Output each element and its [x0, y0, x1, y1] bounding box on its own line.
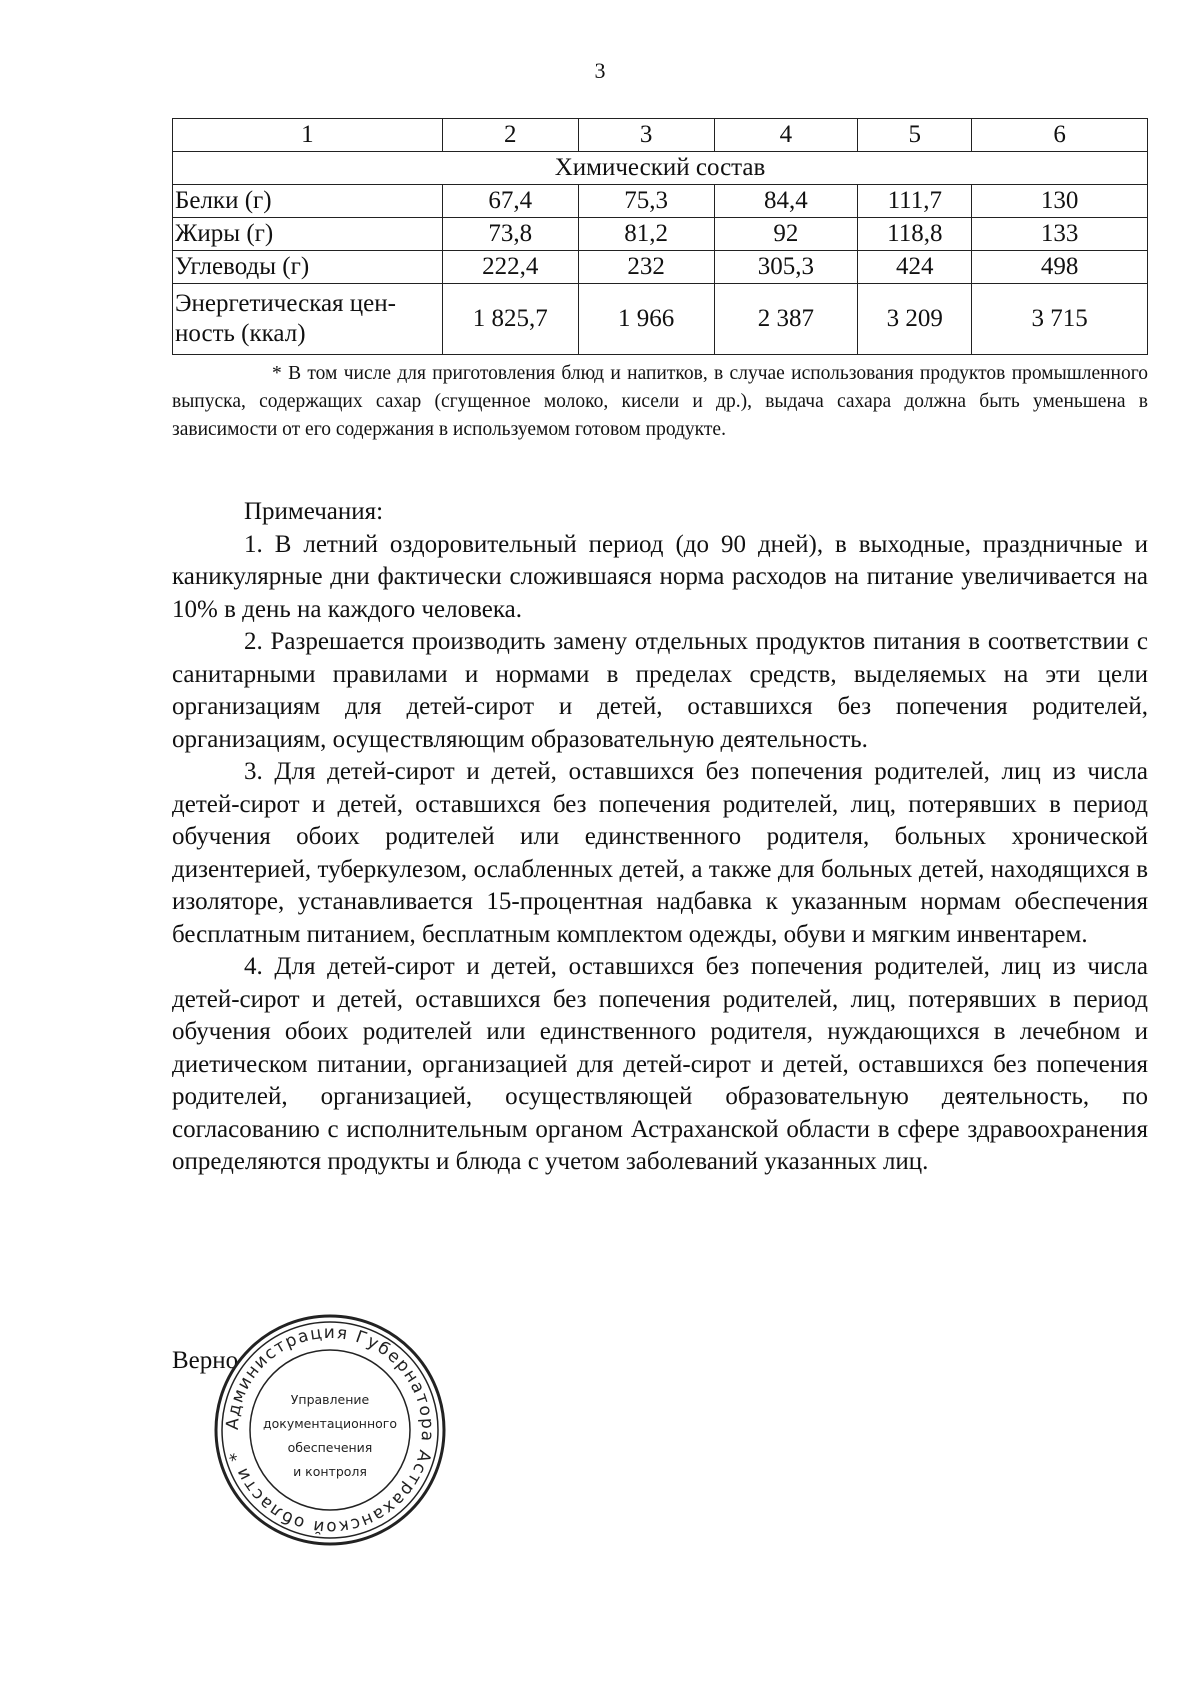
header-cell: 6	[972, 119, 1148, 152]
notes-title: Примечания:	[244, 498, 384, 525]
notes-section	[172, 496, 1148, 1179]
section-title: Химический состав	[173, 152, 1148, 185]
note-item: 2. Разрешается производить замену отдельных продуктов питания в соответствии с санитарными правилами и нормами в пределах средств, выделяемых на эти цели организациям для детей-сирот и детей, оставшихся без попечения родителей, организациям, осуществляющим образовательную деятельность.	[172, 628, 1148, 753]
footnote-text: * В том числе для приготовления блюд и напитков, в случае использования продуктов промышленного выпуска, содержащих сахар (сгущенное молоко, кисели и др.), выдача сахара должна быть уменьшена в зависимости от его содержания в используемом готовом продукте.	[172, 363, 1148, 440]
note-item: 3. Для детей-сирот и детей, оставшихся без попечения родителей, лиц из числа детей-сирот и детей, оставшихся без попечения родителей, лиц, потерявших в период обучения обоих родителей или единственного родителя, больных хронической дизентерией, туберкулезом, ослабленных детей, а также для больных детей, находящихся в изоляторе, устанавливается 15-процентная надбавка к указанным нормам обеспечения бесплатным питанием, бесплатным комплектом одежды, обуви и мягким инвентарем.	[172, 758, 1148, 948]
footnote	[172, 360, 1148, 444]
row-label: Белки (г)	[173, 185, 443, 218]
table-row	[173, 185, 1148, 218]
table-cell: 67,4	[442, 185, 578, 218]
stamp-center-line: обеспечения	[287, 1440, 373, 1455]
header-cell: 1	[173, 119, 443, 152]
stamp-center-line: Управление	[290, 1392, 370, 1407]
row-label: Жиры (г)	[173, 218, 443, 251]
table-cell: 133	[972, 218, 1148, 251]
table-cell: 232	[578, 251, 714, 284]
header-cell: 2	[442, 119, 578, 152]
table-cell: 1 825,7	[442, 284, 578, 355]
table-cell: 73,8	[442, 218, 578, 251]
table-cell: 305,3	[714, 251, 858, 284]
row-label-line: Энергетическая цен-	[175, 290, 396, 317]
header-cell: 5	[858, 119, 972, 152]
table-cell: 75,3	[578, 185, 714, 218]
table-cell: 111,7	[858, 185, 972, 218]
table-cell: 130	[972, 185, 1148, 218]
table-cell: 2 387	[714, 284, 858, 355]
nutrition-table	[172, 118, 1148, 355]
header-cell: 4	[714, 119, 858, 152]
table-cell: 424	[858, 251, 972, 284]
row-label	[173, 284, 443, 355]
note-item: 1. В летний оздоровительный период (до 90 дней), в выходные, праздничные и каникулярные дни фактически сложившаяся норма расходов на питание увеличивается на 10% в день на каждого человека.	[172, 530, 1148, 623]
stamp-center-line: и контроля	[293, 1464, 367, 1479]
table-cell: 498	[972, 251, 1148, 284]
table-cell: 3 209	[858, 284, 972, 355]
page-number: 3	[594, 58, 606, 83]
stamp-ring-text: Администрация Губернатора Астраханской области *	[222, 1322, 438, 1538]
stamp-center-line: документационного	[263, 1416, 397, 1431]
note-item: 4. Для детей-сирот и детей, оставшихся без попечения родителей, лиц из числа детей-сирот и детей, оставшихся без попечения родителей, лиц, потерявших в период обучения обоих родителей или единственного родителя, нуждающихся в лечебном и диетическом питании, организацией для детей-сирот и детей, оставшихся без попечения родителей, организацией, осуществляющей образовательную деятельность, по согласованию с исполнительным органом Астраханской области в сфере здравоохранения определяются продукты и блюда с учетом заболеваний указанных лиц.	[172, 953, 1148, 1175]
table-header-row	[173, 119, 1148, 152]
table-row	[173, 251, 1148, 284]
row-label-line: ность (ккал)	[175, 320, 306, 347]
table-cell: 3 715	[972, 284, 1148, 355]
verno-label: Верно	[172, 1347, 239, 1374]
table-row	[173, 284, 1148, 355]
table-cell: 1 966	[578, 284, 714, 355]
table-cell: 92	[714, 218, 858, 251]
table-cell: 84,4	[714, 185, 858, 218]
row-label: Углеводы (г)	[173, 251, 443, 284]
header-cell: 3	[578, 119, 714, 152]
table-cell: 81,2	[578, 218, 714, 251]
official-stamp	[210, 1310, 450, 1550]
table-cell: 222,4	[442, 251, 578, 284]
section-row	[173, 152, 1148, 185]
table-row	[173, 218, 1148, 251]
table-cell: 118,8	[858, 218, 972, 251]
